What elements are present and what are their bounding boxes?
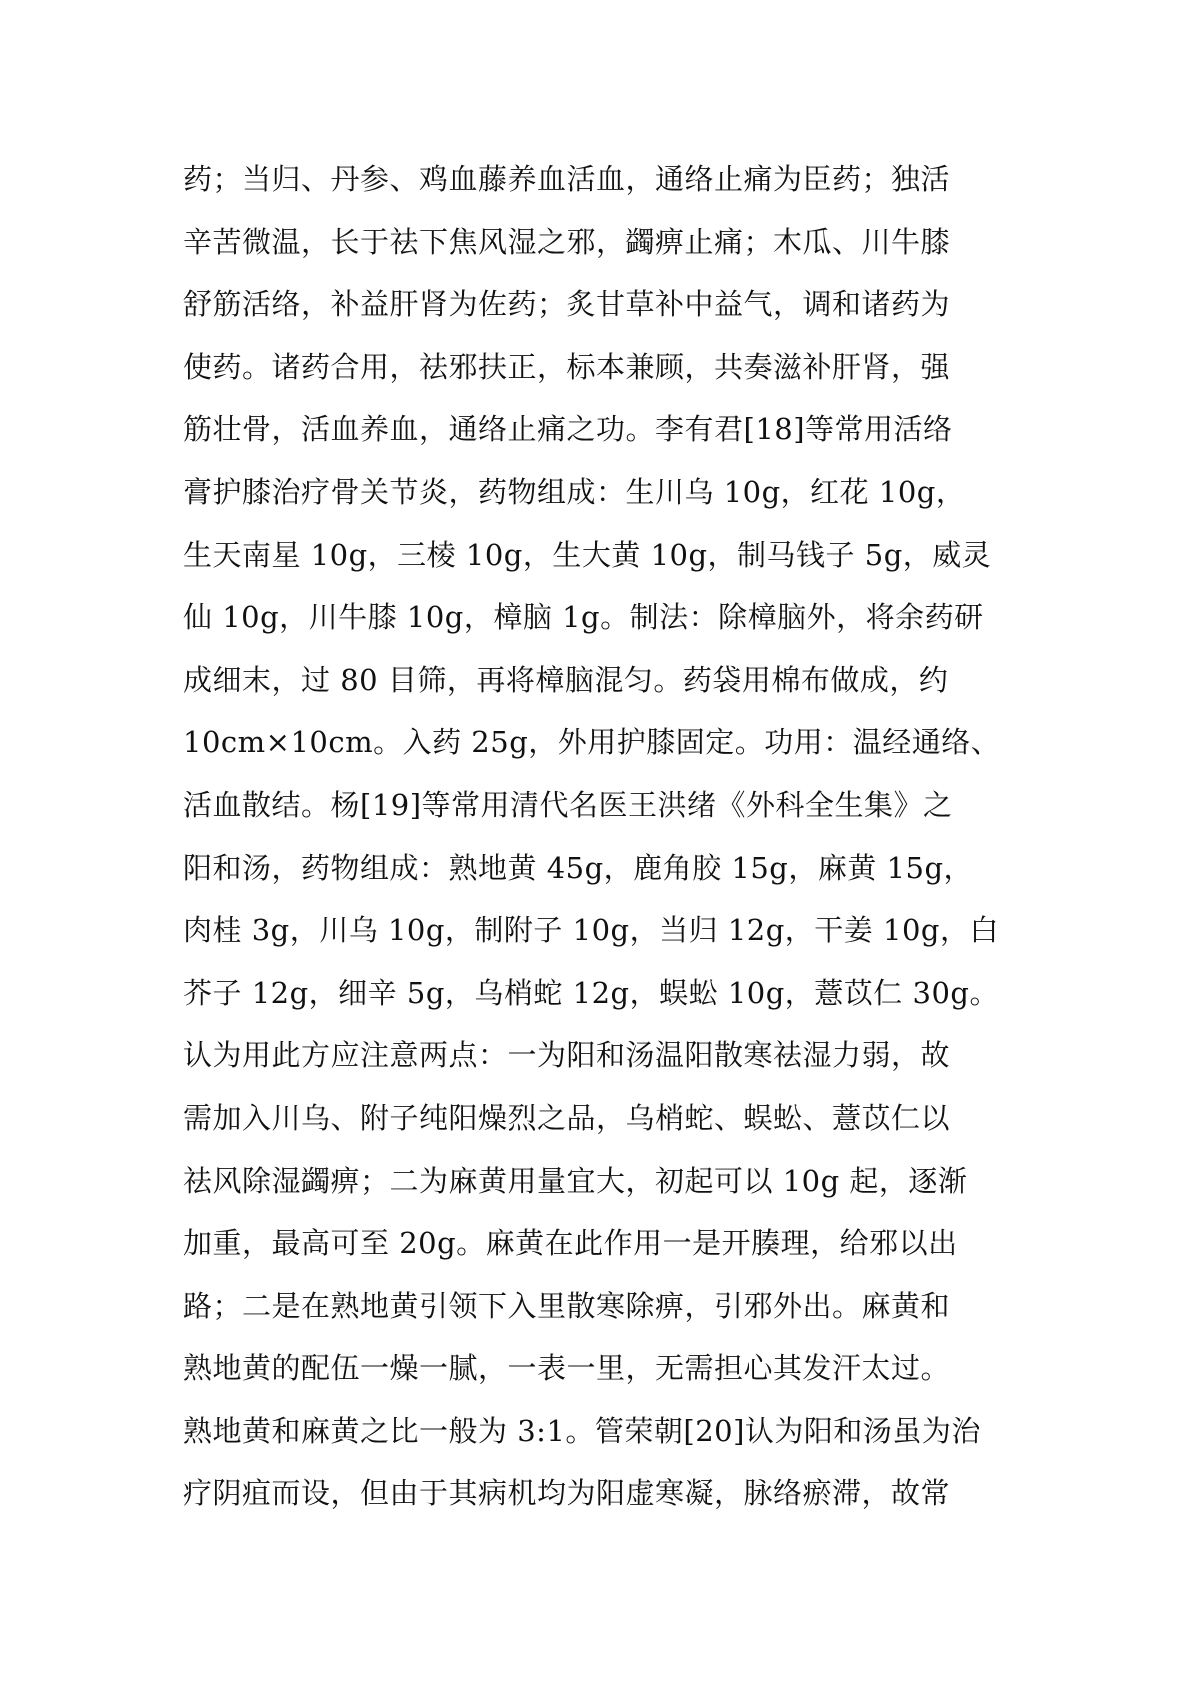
text-line: 膏护膝治疗骨关节炎，药物组成：生川乌 10g，红花 10g， (183, 474, 966, 509)
text-line: 路；二是在熟地黄引领下入里散寒除痹，引邪外出。麻黄和 (183, 1288, 951, 1323)
text-line: 活血散结。杨[19]等常用清代名医王洪绪《外科全生集》之 (183, 787, 953, 822)
text-line: 加重，最高可至 20g。麻黄在此作用一是开腠理，给邪以出 (183, 1226, 958, 1261)
text-line: 成细末，过 80 目筛，再将樟脑混匀。药袋用棉布做成，约 (183, 662, 949, 697)
text-line: 疗阴疽而设，但由于其病机均为阳虚寒凝，脉络瘀滞，故常 (183, 1476, 951, 1511)
text-line: 药；当归、丹参、鸡血藤养血活血，通络止痛为臣药；独活 (183, 162, 951, 196)
text-line: 辛苦微温，长于祛下焦风湿之邪，蠲痹止痛；木瓜、川牛膝 (183, 224, 951, 259)
text-line: 熟地黄的配伍一燥一腻，一表一里，无需担心其发汗太过。 (183, 1351, 951, 1386)
text-line: 认为用此方应注意两点：一为阳和汤温阳散寒祛湿力弱，故 (183, 1038, 951, 1073)
text-line: 10cm×10cm。入药 25g，外用护膝固定。功用：温经通络、 (183, 725, 1001, 760)
text-line: 仙 10g，川牛膝 10g，樟脑 1g。制法：除樟脑外，将余药研 (183, 600, 984, 635)
text-line: 熟地黄和麻黄之比一般为 3:1。管荣朝[20]认为阳和汤虽为治 (183, 1413, 981, 1448)
text-line: 祛风除湿蠲痹；二为麻黄用量宜大，初起可以 10g 起，逐渐 (183, 1163, 968, 1198)
text-line: 肉桂 3g，川乌 10g，制附子 10g，当归 12g，干姜 10g，白 (183, 913, 999, 948)
text-line: 阳和汤，药物组成：熟地黄 45g，鹿角胶 15g，麻黄 15g， (183, 850, 974, 885)
text-line: 使药。诸药合用，祛邪扶正，标本兼顾，共奏滋补肝肾，强 (183, 349, 951, 384)
body-text (183, 148, 1023, 1525)
text-line: 舒筋活络，补益肝肾为佐药；炙甘草补中益气，调和诸药为 (183, 287, 951, 322)
text-line: 筋壮骨，活血养血，通络止痛之功。李有君[18]等常用活络 (183, 412, 953, 447)
text-line: 生天南星 10g，三棱 10g，生大黄 10g，制马钱子 5g，威灵 (183, 537, 992, 572)
text-line: 需加入川乌、附子纯阳燥烈之品，乌梢蛇、蜈蚣、薏苡仁以 (183, 1100, 951, 1135)
text-line: 芥子 12g，细辛 5g，乌梢蛇 12g，蜈蚣 10g，薏苡仁 30g。 (183, 975, 999, 1010)
